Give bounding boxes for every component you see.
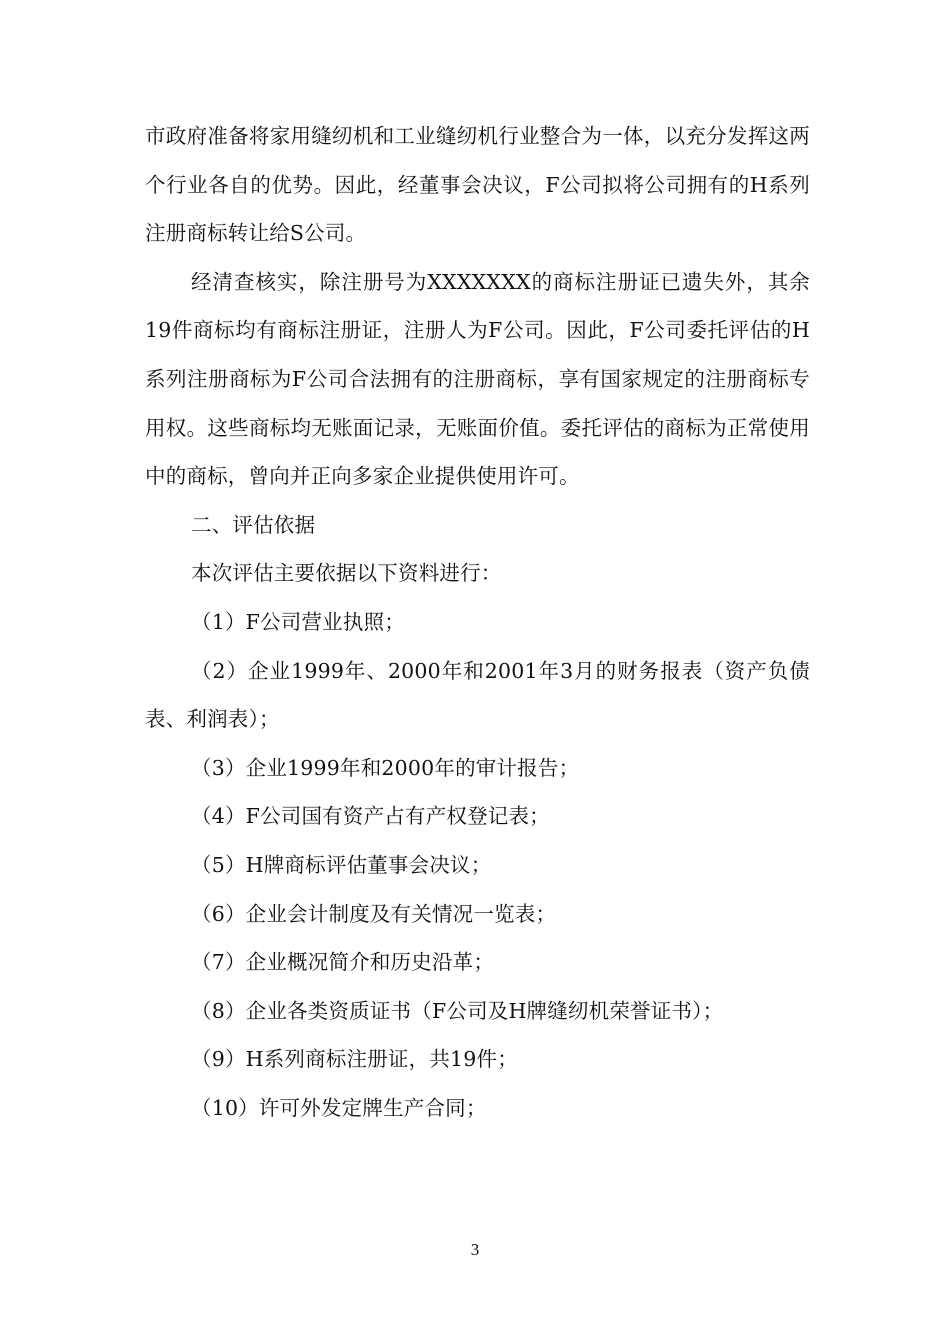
list-item: （8）企业各类资质证书（F公司及H牌缝纫机荣誉证书）； <box>191 998 724 1023</box>
document-body <box>145 112 810 1132</box>
paragraph-trademark-verification: 经清查核实，除注册号为XXXXXXX的商标注册证已遗失外，其余19件商标均有商标注册证，注册人为F公司。因此，F公司委托评估的H系列注册商标为F公司合法拥有的注册商标，享有国家规定的注册商标专用权。这些商标均无账面记录，无账面价值。委托评估的商标为正常使用中的商标，曾向并正向多家企业提供使用许可。 <box>145 269 810 489</box>
list-item: （10）许可外发定牌生产合同； <box>191 1095 487 1120</box>
list-item: （1）F公司营业执照； <box>191 609 405 634</box>
paragraph-continuation: 市政府准备将家用缝纫机和工业缝纫机行业整合为一体，以充分发挥这两个行业各自的优势。因此，经董事会决议，F公司拟将公司拥有的H系列注册商标转让给S公司。 <box>145 124 810 246</box>
list-item: （4）F公司国有资产占有产权登记表； <box>191 804 550 829</box>
list-item: （5）H牌商标评估董事会决议； <box>191 852 492 877</box>
section-intro: 本次评估主要依据以下资料进行： <box>191 561 502 586</box>
list-item: （9）H系列商标注册证，共19件； <box>191 1047 518 1072</box>
list-item: （7）企业概况简介和历史沿革； <box>191 950 495 975</box>
list-item: （3）企业1999年和2000年的审计报告； <box>191 755 580 780</box>
page-number: 3 <box>470 1240 480 1259</box>
list-item: （6）企业会计制度及有关情况一览表； <box>191 901 557 926</box>
section-heading: 二、评估依据 <box>191 512 316 537</box>
list-item: （2）企业1999年、2000年和2001年3月的财务报表（资产负债表、利润表）； <box>145 658 810 732</box>
